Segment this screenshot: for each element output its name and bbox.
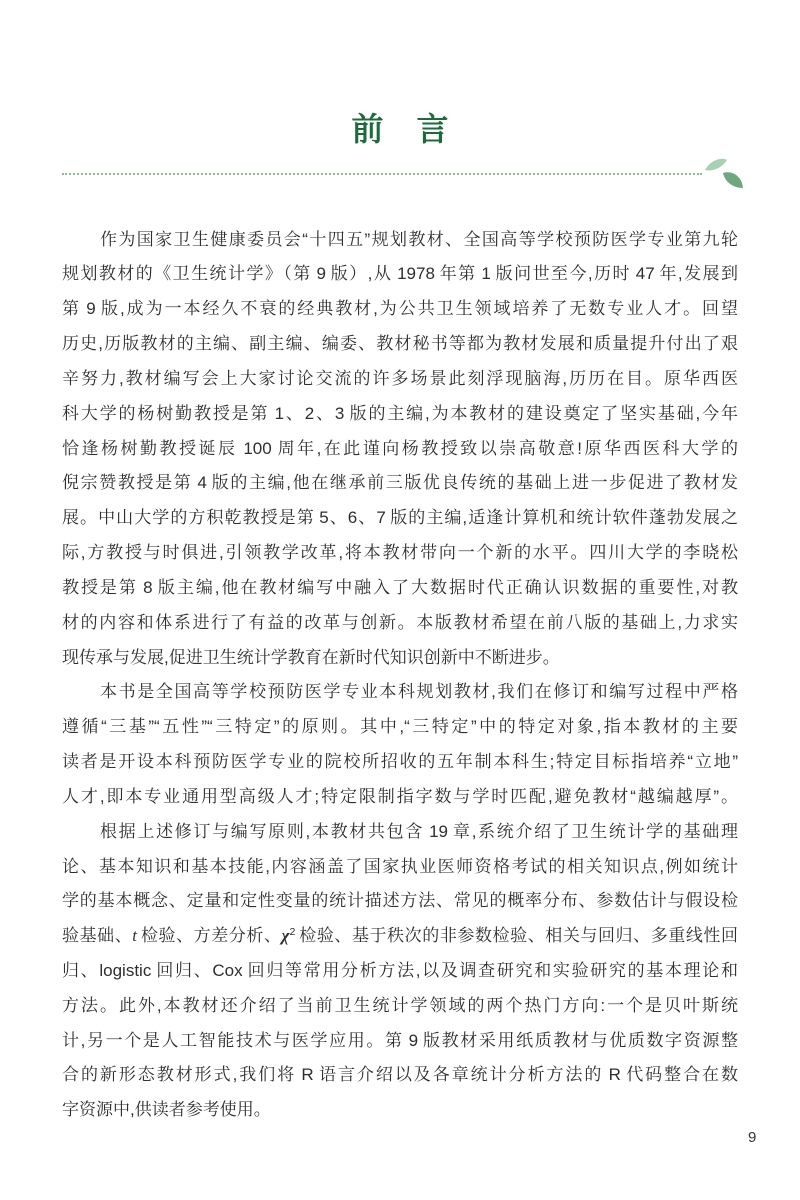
t-test-variable: t [132,926,138,946]
text-line [62,710,738,745]
text-segment: 验基础、 [62,926,133,946]
chi-superscript: 2 [289,926,296,939]
text-line [62,606,738,641]
text-line-content: 字资源中,供读者参考使用。 [62,1100,271,1120]
text-line-content: 作为国家卫生健康委员会“十四五”规划教材、全国高等学校预防医学专业第九轮 [100,229,738,249]
paragraph-1 [62,223,738,676]
text-line [62,850,738,885]
text-line [62,641,738,676]
paragraph-2 [62,675,738,814]
title-divider [62,173,702,175]
text-line [62,397,738,432]
text-line-content: 现传承与发展,促进卫生统计学教育在新时代知识创新中不断进步。 [62,647,560,667]
text-line [62,432,738,467]
text-segment: 检验、基于秩次的非参数检验、相关与回归、多重线性回 [295,926,738,946]
text-line-content [62,926,738,945]
text-line [62,501,738,536]
leaves-icon [703,155,745,191]
text-line-content: 恰逢杨树勤教授诞辰 100 周年,在此谨向杨教授致以崇高敬意!原华西医科大学的 [62,438,738,458]
text-line-content: 归、logistic 回归、Cox 回归等常用分析方法,以及调查研究和实验研究的基本理论和 [62,960,738,980]
text-line [62,571,738,606]
text-line [62,954,738,989]
text-segment: 检验、方差分析、 [137,926,282,946]
text-line-content: 人才,即本专业通用型高级人才;特定限制指字数与学时匹配,避免教材“越编越厚”。 [62,786,738,806]
text-line [62,536,738,571]
text-line-content: 遵循“三基”“五性”“三特定”的原则。其中,“三特定”中的特定对象,指本教材的主要 [62,717,738,737]
text-line-content: 学的基本概念、定量和定性变量的统计描述方法、常见的概率分布、参数估计与假设检 [62,891,738,911]
text-line-content: 合的新形态教材形式,我们将 R 语言介绍以及各章统计分析方法的 R 代码整合在数 [62,1065,738,1085]
text-line-content: 材的内容和体系进行了有益的改革与创新。本版教材希望在前八版的基础上,力求实 [62,612,738,632]
text-line [62,1093,738,1128]
text-line-content: 科大学的杨树勤教授是第 1、2、3 版的主编,为本教材的建设奠定了坚实基础,今年 [62,403,738,423]
text-line [62,745,738,780]
text-line-content: 本书是全国高等学校预防医学专业本科规划教材,我们在修订和编写过程中严格 [100,682,738,702]
text-line [62,257,738,292]
text-line-content: 历史,历版教材的主编、副主编、编委、教材秘书等都为教材发展和质量提升付出了艰 [62,334,738,354]
leaf-lower-icon [723,172,743,188]
page-number: 9 [748,1129,757,1146]
text-line [62,327,738,362]
text-line-content: 教授是第 8 版主编,他在教材编写中融入了大数据时代正确认识数据的重要性,对教 [62,577,738,597]
text-line [62,919,738,954]
text-line [62,1058,738,1093]
text-line [62,675,738,710]
text-line-content: 根据上述修订与编写原则,本教材共包含 19 章,系统介绍了卫生统计学的基础理 [100,821,738,841]
text-line-content: 读者是开设本科预防医学专业的院校所招收的五年制本科生;特定目标指培养“立地” [62,752,738,772]
text-line-content: 辛努力,教材编写会上大家讨论交流的许多场景此刻浮现脑海,历历在目。原华西医 [62,368,738,388]
text-line-content: 论、基本知识和基本技能,内容涵盖了国家执业医师资格考试的相关知识点,例如统计 [62,856,738,876]
chi-symbol: χ [281,926,290,946]
text-line-content: 倪宗赞教授是第 4 版的主编,他在继承前三版优良传统的基础上进一步促进了教材发 [62,473,738,493]
text-line [62,780,738,815]
text-line-content: 计,另一个是人工智能技术与医学应用。第 9 版教材采用纸质教材与优质数字资源整 [62,1030,738,1050]
text-line-content: 规划教材的《卫生统计学》（第 9 版）,从 1978 年第 1 版问世至今,历时 47 年,发展到 [62,264,738,284]
text-line [62,223,738,258]
text-line [62,466,738,501]
text-line [62,884,738,919]
text-line [62,989,738,1024]
paragraph-3 [62,815,738,1128]
text-line-content: 方法。此外,本教材还介绍了当前卫生统计学领域的两个热门方向:一个是贝叶斯统 [62,995,738,1015]
page-title: 前 言 [351,111,461,147]
text-line-content: 第 9 版,成为一本经久不衰的经典教材,为公共卫生领域培养了无数专业人才。回望 [62,299,738,319]
text-line [62,815,738,850]
text-line [62,1024,738,1059]
leaf-upper-icon [705,159,727,171]
text-line-content: 际,方教授与时俱进,引领教学改革,将本教材带向一个新的水平。四川大学的李晓松 [62,543,738,563]
body-text [62,223,738,1129]
text-line-content: 展。中山大学的方积乾教授是第 5、6、7 版的主编,适逢计算机和统计软件蓬勃发展之 [62,508,738,528]
text-line [62,362,738,397]
text-line [62,292,738,327]
